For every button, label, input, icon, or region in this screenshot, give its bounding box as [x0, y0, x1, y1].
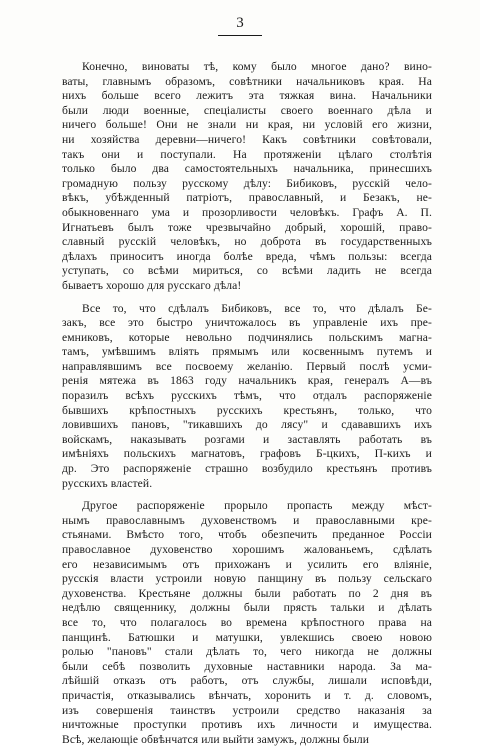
text-line: лѣйшій отказъ отъ работъ, отъ службы, лишали исповѣди,: [62, 674, 432, 688]
text-line: громадную пользу русскому дѣлу: Бибиковъ, русскій чело-: [62, 176, 432, 190]
text-line: Игнатьевъ былъ тоже чрезвычайно добрый, хорошій, право-: [62, 220, 432, 234]
text-line: Всѣ, желающіе обвѣнчатся или выйти замужъ, должны были: [62, 732, 370, 746]
text-line: дѣлахъ приноситъ иногда болѣе вреда, чѣмъ пользы: всегда: [62, 249, 432, 263]
text-line: ни хозяйства деревни—ничего! Какъ совѣтники совѣтовали,: [62, 132, 432, 146]
text-line: Все то, что сдѣлалъ Бибиковъ, все то, что дѣлалъ Бе-: [82, 301, 432, 315]
text-line: были себѣ позволить духовные наставники народа. За ма-: [62, 659, 432, 673]
text-line: русскія власти устроили новую панщину въ пользу сельскаго: [62, 572, 432, 586]
text-line: ничего больше! Они не знали ни края, ни условій его жизни,: [62, 118, 432, 132]
paragraph-3: [62, 499, 432, 747]
text-line: были люди военные, спеціалисты своего военнаго дѣла и: [62, 103, 432, 117]
text-line: вѣкъ, убѣжденный патріотъ, православный, и Безакъ, не-: [62, 191, 432, 205]
text-line: нымъ православнымъ духовенствомъ и православными кре-: [62, 513, 432, 527]
page-number: 3: [236, 15, 244, 31]
text-line: Конечно, виноваты тѣ, кому было многое дано? вино-: [82, 60, 432, 73]
text-line: бываетъ хорошо для русскаго дѣла!: [62, 278, 242, 292]
text-line: нихъ больше всего лежитъ эта тяжкая вина. Начальники: [62, 89, 432, 103]
text-line: уступать, со всѣми мириться, со всѣми ладить не всегда: [62, 264, 432, 278]
text-line: славный русскій человѣкъ, но доброта въ государственныхъ: [62, 235, 432, 249]
text-line: ролью "пановъ" стали дѣлать то, чего никогда не должны: [62, 645, 432, 659]
paragraph-1: [62, 60, 432, 294]
text-line: причастія, отказывались вѣнчать, хоронить и т. д. словомъ,: [62, 688, 432, 702]
text-line: ничтожные проступки противъ ихъ личности и имущества.: [62, 718, 432, 732]
text-line: русскихъ властей.: [62, 476, 153, 490]
text-line: войскамъ, наказывать розгами и заставлять работать въ: [62, 432, 432, 446]
text-line: бывшихъ крѣпостныхъ русскихъ крестьянъ, только, что: [62, 403, 432, 417]
text-line: тамъ, умѣвшимъ вліять прямымъ или косвеннымъ путемъ и: [62, 345, 432, 359]
text-line: изъ совершенія таинствъ устроили средство наказанія за: [62, 703, 432, 717]
text-line: др. Это распоряженіе страшно возбудило крестьянъ противъ: [62, 462, 432, 476]
text-line: недѣлю священнику, должны были прясть тальки и дѣлать: [62, 601, 432, 615]
paragraph-2: [62, 302, 432, 492]
text-body: [62, 60, 432, 747]
text-line: панщинѣ. Батюшки и матушки, увлекшись своею новою: [62, 630, 432, 644]
text-line: ловившихъ пановъ, "тикавшихъ до лясу" и сдававшихъ ихъ: [62, 418, 432, 432]
text-line: такъ они и поступали. На протяженіи цѣлаго столѣтія: [62, 147, 432, 161]
text-line: все то, что полагалось во времена крѣпостного права на: [62, 615, 432, 629]
text-line: православное духовенство хорошимъ жалованьемъ, сдѣлать: [62, 543, 432, 556]
text-line: имѣніяхъ польскихъ магнатовъ, графовъ Б-цкихъ, П-кихъ и: [62, 447, 432, 461]
text-line: только было два самостоятельныхъ начальника, принесшихъ: [62, 162, 432, 176]
text-line: направлявшимъ все посвоему желанію. Первый послѣ усми-: [62, 359, 432, 373]
text-line: закъ, все это быстро уничтожалось въ управленіе ихъ пре-: [62, 316, 432, 330]
text-line: Другое распоряженіе прорыло пропасть между мѣст-: [82, 499, 432, 513]
text-line: ренія мятежа въ 1863 году начальникъ края, генералъ А—въ: [62, 374, 432, 388]
text-line: емниковъ, которые невольно подчинялись польскимъ магна-: [62, 330, 432, 344]
header-rule: [218, 35, 262, 36]
text-line: ваты, главнымъ образомъ, совѣтники начальниковъ края. На: [62, 74, 432, 88]
text-line: его независимымъ отъ прихожанъ и усилить его вліяніе,: [62, 557, 432, 571]
text-line: обыкновеннаго ума и прозорливости человѣкъ. Графъ А. П.: [62, 205, 432, 219]
text-line: поразилъ всѣхъ русскихъ тѣмъ, что отдалъ распоряженіе: [62, 389, 432, 403]
text-line: духовенства. Крестьяне должны были работать по 2 дня въ: [62, 586, 432, 600]
text-line: стьянами. Вмѣсто того, чтобъ обезпечить преданное Россіи: [62, 528, 432, 542]
